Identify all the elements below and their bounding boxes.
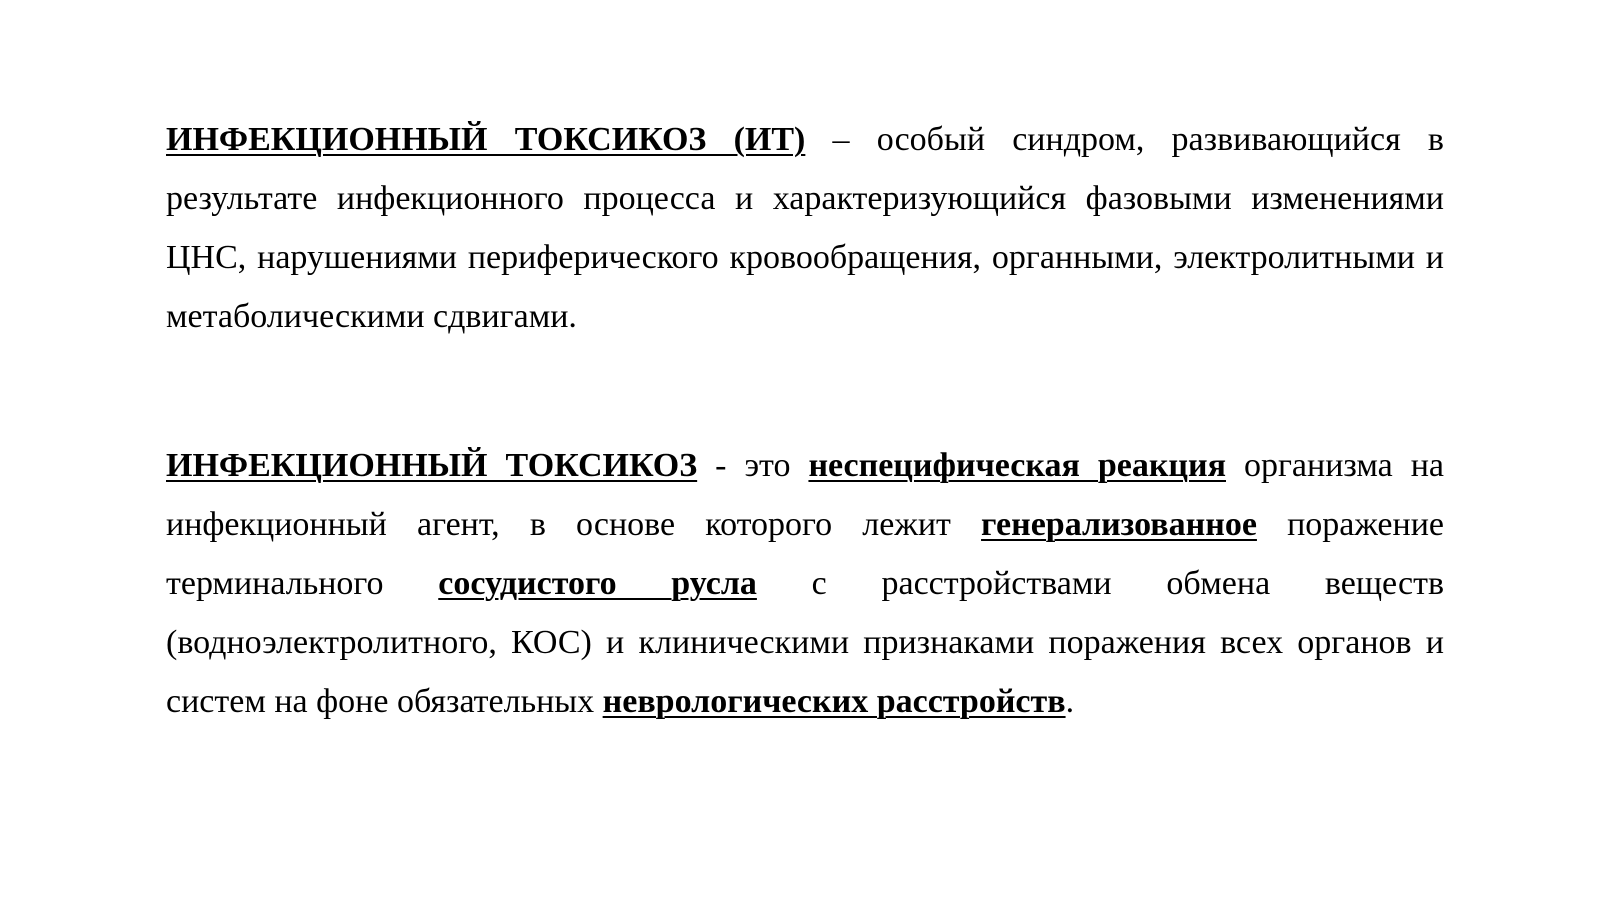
definition-text-2a: - это — [697, 447, 809, 484]
definition-text-2b: организма на инфекционный агент, в основе которого лежит — [166, 447, 1445, 543]
term-infectious-toxicosis: ИНФЕКЦИОННЫЙ ТОКСИКОЗ — [166, 447, 698, 484]
definition-text-1: – особый синдром, развивающийся в результате инфекционного процесса и характеризующийся фазовыми изменениями ЦНС, нарушениями периферического кровообращения, органными, электролитными и метаболическими сдвигами. — [166, 121, 1444, 335]
definition-paragraph-1 — [166, 110, 1444, 346]
definition-paragraph-2 — [166, 436, 1444, 731]
term-vascular-bed: сосудистого русла — [438, 565, 757, 602]
term-nonspecific-reaction: неспецифическая реакция — [808, 447, 1226, 484]
term-generalized: генерализованное — [981, 506, 1257, 543]
definition-text-2e: . — [1065, 683, 1075, 720]
term-neurological-disorders: неврологических расстройств — [602, 683, 1066, 720]
definition-text-2d: с расстройствами обмена веществ (водноэлектролитного, КОС) и клиническими признаками поражения всех органов и систем на фоне обязательных — [166, 565, 1444, 720]
definition-text-2c: поражение терминального — [166, 506, 1444, 602]
term-infectious-toxicosis-it: ИНФЕКЦИОННЫЙ ТОКСИКОЗ (ИТ) — [166, 121, 806, 158]
